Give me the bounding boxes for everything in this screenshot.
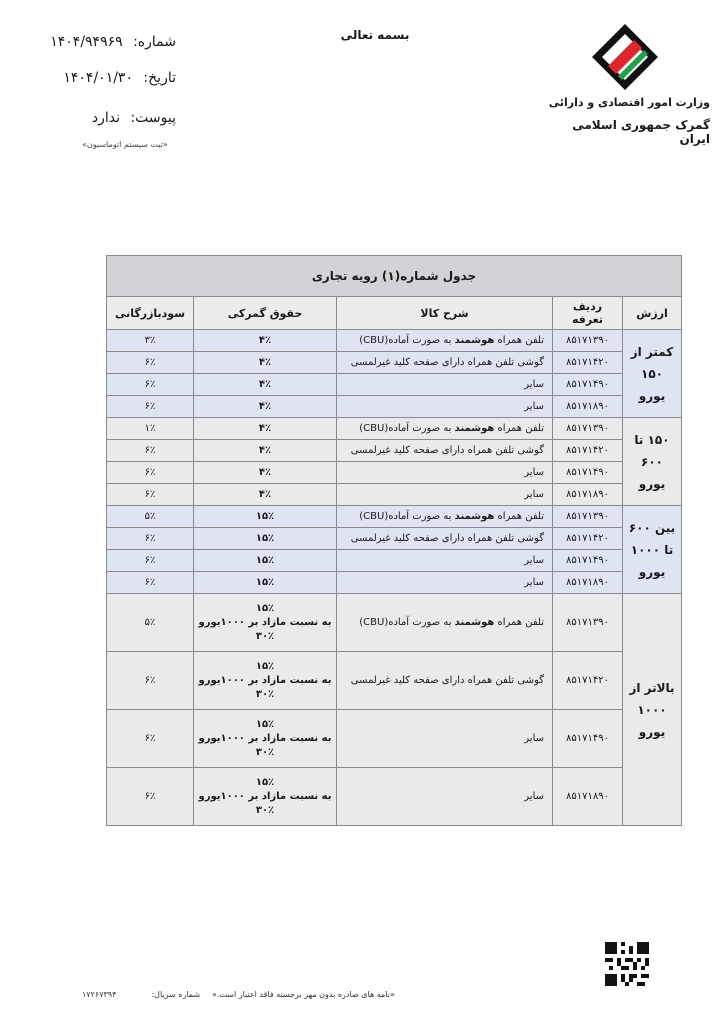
- letter-number: [50, 34, 176, 50]
- tariff-code: ۸۵۱۷۱۴۹۰: [553, 462, 623, 484]
- customs-duty: [194, 462, 337, 484]
- header-tariff: ردیف تعرفه: [553, 297, 623, 330]
- table-row: [107, 550, 682, 572]
- commercial-profit: ۳٪: [107, 330, 194, 352]
- description-text: سایر: [524, 379, 544, 390]
- value-range-label: ۱۵۰ تا ۶۰۰ یورو: [634, 432, 670, 491]
- description-emphasis: هوشمند: [454, 423, 495, 434]
- value-range-label: بالاتر از ۱۰۰۰ یورو: [629, 680, 675, 739]
- tariff-code: ۸۵۱۷۱۳۹۰: [553, 330, 623, 352]
- value-range-label: کمتر از ۱۵۰ یورو: [630, 344, 674, 403]
- customs-duty: [194, 506, 337, 528]
- description-text: سایر: [524, 791, 544, 802]
- description-text: تلفن همراه: [494, 423, 544, 434]
- duty-rate: ۴٪: [258, 488, 272, 500]
- description-text: گوشی تلفن همراه دارای صفحه کلید غیرلمسی: [350, 445, 544, 456]
- tariff-table: [106, 255, 682, 826]
- description-text: تلفن همراه: [494, 617, 544, 628]
- duty-condition: به نسبت مازاد بر ۱۰۰۰یورو: [198, 674, 332, 686]
- tariff-code: ۸۵۱۷۱۸۹۰: [553, 396, 623, 418]
- customs-duty: [194, 572, 337, 594]
- customs-duty: [194, 594, 337, 652]
- serial-number: [82, 990, 200, 999]
- description-text: گوشی تلفن همراه دارای صفحه کلید غیرلمسی: [350, 357, 544, 368]
- customs-logo-icon: [590, 22, 660, 92]
- description-text: سایر: [524, 555, 544, 566]
- goods-description: [337, 396, 553, 418]
- description-text: تلفن همراه: [494, 511, 544, 522]
- description-text: تلفن همراه: [494, 335, 544, 346]
- goods-description: [337, 528, 553, 550]
- description-text: سایر: [524, 401, 544, 412]
- customs-duty: [194, 374, 337, 396]
- tariff-code: ۸۵۱۷۱۴۲۰: [553, 440, 623, 462]
- commercial-profit: ۶٪: [107, 440, 194, 462]
- table-row: [107, 768, 682, 826]
- validity-note: «نامه های صادره بدون مهر برجسته فاقد اعتبار است.»: [212, 990, 395, 999]
- customs-name: گمرک جمهوری اسلامی ایران: [572, 118, 710, 146]
- goods-description: [337, 374, 553, 396]
- tariff-code: ۸۵۱۷۱۳۹۰: [553, 506, 623, 528]
- header-value: ارزش: [623, 297, 682, 330]
- duty-condition: به نسبت مازاد بر ۱۰۰۰یورو: [198, 616, 332, 628]
- duty-excess-rate: ۳۰٪: [255, 630, 275, 642]
- duty-rate: ۱۵٪: [255, 532, 275, 544]
- customs-duty: [194, 550, 337, 572]
- tariff-code: ۸۵۱۷۱۴۲۰: [553, 528, 623, 550]
- number-label: شماره:: [133, 34, 176, 50]
- goods-description: [337, 484, 553, 506]
- customs-duty: [194, 440, 337, 462]
- bismillah-heading: بسمه تعالی: [340, 28, 410, 42]
- duty-rate: ۴٪: [258, 466, 272, 478]
- description-suffix: به صورت آماده(CBU): [359, 335, 455, 346]
- description-emphasis: هوشمند: [454, 511, 495, 522]
- goods-description: [337, 594, 553, 652]
- table-row: [107, 594, 682, 652]
- goods-description: [337, 506, 553, 528]
- table-row: [107, 484, 682, 506]
- commercial-profit: ۶٪: [107, 768, 194, 826]
- duty-rate: ۴٪: [258, 444, 272, 456]
- goods-description: [337, 330, 553, 352]
- letter-date: [63, 70, 176, 86]
- tariff-code: ۸۵۱۷۱۳۹۰: [553, 594, 623, 652]
- number-value: ۱۴۰۴/۹۴۹۶۹: [50, 34, 123, 50]
- commercial-profit: ۵٪: [107, 506, 194, 528]
- goods-description: [337, 768, 553, 826]
- table-row: [107, 710, 682, 768]
- goods-description: [337, 572, 553, 594]
- customs-duty: [194, 418, 337, 440]
- goods-description: [337, 418, 553, 440]
- duty-rate: ۱۵٪: [255, 510, 275, 522]
- commercial-profit: ۱٪: [107, 418, 194, 440]
- value-range-cell: [623, 506, 682, 594]
- duty-condition: به نسبت مازاد بر ۱۰۰۰یورو: [198, 790, 332, 802]
- serial-value: ۱۷۲۶۷۳۹۴: [82, 990, 117, 999]
- commercial-profit: ۶٪: [107, 462, 194, 484]
- value-range-cell: [623, 330, 682, 418]
- tariff-code: ۸۵۱۷۱۸۹۰: [553, 768, 623, 826]
- date-label: تاریخ:: [143, 70, 176, 86]
- duty-rate: ۴٪: [258, 400, 272, 412]
- value-range-cell: [623, 594, 682, 826]
- attachment-label: پیوست:: [130, 110, 176, 126]
- commercial-profit: ۶٪: [107, 484, 194, 506]
- duty-excess-rate: ۳۰٪: [255, 688, 275, 700]
- goods-description: [337, 550, 553, 572]
- tariff-code: ۸۵۱۷۱۴۲۰: [553, 352, 623, 374]
- duty-rate: ۱۵٪: [255, 602, 275, 614]
- tariff-code: ۸۵۱۷۱۴۲۰: [553, 652, 623, 710]
- duty-rate: ۱۵٪: [255, 718, 275, 730]
- commercial-profit: ۵٪: [107, 594, 194, 652]
- description-suffix: به صورت آماده(CBU): [359, 423, 455, 434]
- table-row: [107, 440, 682, 462]
- customs-duty: [194, 352, 337, 374]
- description-emphasis: هوشمند: [454, 335, 495, 346]
- value-range-label: بین ۶۰۰ تا ۱۰۰۰ یورو: [628, 520, 676, 579]
- table-body: [107, 330, 682, 826]
- goods-description: [337, 710, 553, 768]
- duty-rate: ۴٪: [258, 422, 272, 434]
- table-row: [107, 374, 682, 396]
- qr-code-icon: [605, 942, 649, 986]
- value-range-cell: [623, 418, 682, 506]
- commercial-profit: ۶٪: [107, 374, 194, 396]
- date-value: ۱۴۰۴/۰۱/۳۰: [63, 70, 133, 86]
- duty-rate: ۴٪: [258, 378, 272, 390]
- tariff-code: ۸۵۱۷۱۴۹۰: [553, 374, 623, 396]
- commercial-profit: ۶٪: [107, 652, 194, 710]
- attachment-value: ندارد: [91, 110, 120, 126]
- duty-rate: ۱۵٪: [255, 776, 275, 788]
- table-row: [107, 572, 682, 594]
- description-text: سایر: [524, 467, 544, 478]
- commercial-profit: ۶٪: [107, 352, 194, 374]
- header-description: شرح کالا: [337, 297, 553, 330]
- duty-excess-rate: ۳۰٪: [255, 804, 275, 816]
- customs-duty: [194, 484, 337, 506]
- commercial-profit: ۶٪: [107, 528, 194, 550]
- description-text: سایر: [524, 489, 544, 500]
- description-suffix: به صورت آماده(CBU): [359, 511, 455, 522]
- header-profit: سودبازرگانی: [107, 297, 194, 330]
- duty-condition: به نسبت مازاد بر ۱۰۰۰یورو: [198, 732, 332, 744]
- description-text: گوشی تلفن همراه دارای صفحه کلید غیرلمسی: [350, 533, 544, 544]
- duty-rate: ۴٪: [258, 356, 272, 368]
- description-text: گوشی تلفن همراه دارای صفحه کلید غیرلمسی: [350, 675, 544, 686]
- table-row: [107, 528, 682, 550]
- automation-note: «ثبت سیستم اتوماسیون»: [82, 140, 168, 149]
- tariff-code: ۸۵۱۷۱۴۹۰: [553, 710, 623, 768]
- description-suffix: به صورت آماده(CBU): [359, 617, 455, 628]
- duty-excess-rate: ۳۰٪: [255, 746, 275, 758]
- duty-rate: ۱۵٪: [255, 660, 275, 672]
- goods-description: [337, 652, 553, 710]
- description-text: سایر: [524, 733, 544, 744]
- table-row: [107, 506, 682, 528]
- commercial-profit: ۶٪: [107, 550, 194, 572]
- duty-rate: ۱۵٪: [255, 576, 275, 588]
- description-emphasis: هوشمند: [454, 617, 495, 628]
- table-row: [107, 330, 682, 352]
- table-row: [107, 396, 682, 418]
- description-text: سایر: [524, 577, 544, 588]
- table-caption: جدول شماره(۱) رویه تجاری: [107, 256, 682, 297]
- customs-duty: [194, 652, 337, 710]
- tariff-code: ۸۵۱۷۱۸۹۰: [553, 484, 623, 506]
- tariff-code: ۸۵۱۷۱۸۹۰: [553, 572, 623, 594]
- table-row: [107, 352, 682, 374]
- tariff-code: ۸۵۱۷۱۳۹۰: [553, 418, 623, 440]
- header-duty: حقوق گمرکی: [194, 297, 337, 330]
- table-row: [107, 418, 682, 440]
- commercial-profit: ۶٪: [107, 396, 194, 418]
- letter-attachment: [92, 110, 176, 126]
- goods-description: [337, 462, 553, 484]
- goods-description: [337, 352, 553, 374]
- customs-duty: [194, 768, 337, 826]
- tariff-code: ۸۵۱۷۱۴۹۰: [553, 550, 623, 572]
- customs-duty: [194, 396, 337, 418]
- commercial-profit: ۶٪: [107, 572, 194, 594]
- customs-duty: [194, 528, 337, 550]
- commercial-profit: ۶٪: [107, 710, 194, 768]
- customs-duty: [194, 710, 337, 768]
- goods-description: [337, 440, 553, 462]
- table-row: [107, 462, 682, 484]
- table-row: [107, 652, 682, 710]
- ministry-name: وزارت امور اقتصادی و دارائی: [548, 96, 710, 109]
- duty-rate: ۴٪: [258, 334, 272, 346]
- duty-rate: ۱۵٪: [255, 554, 275, 566]
- customs-duty: [194, 330, 337, 352]
- serial-label: شماره سریال:: [151, 990, 201, 999]
